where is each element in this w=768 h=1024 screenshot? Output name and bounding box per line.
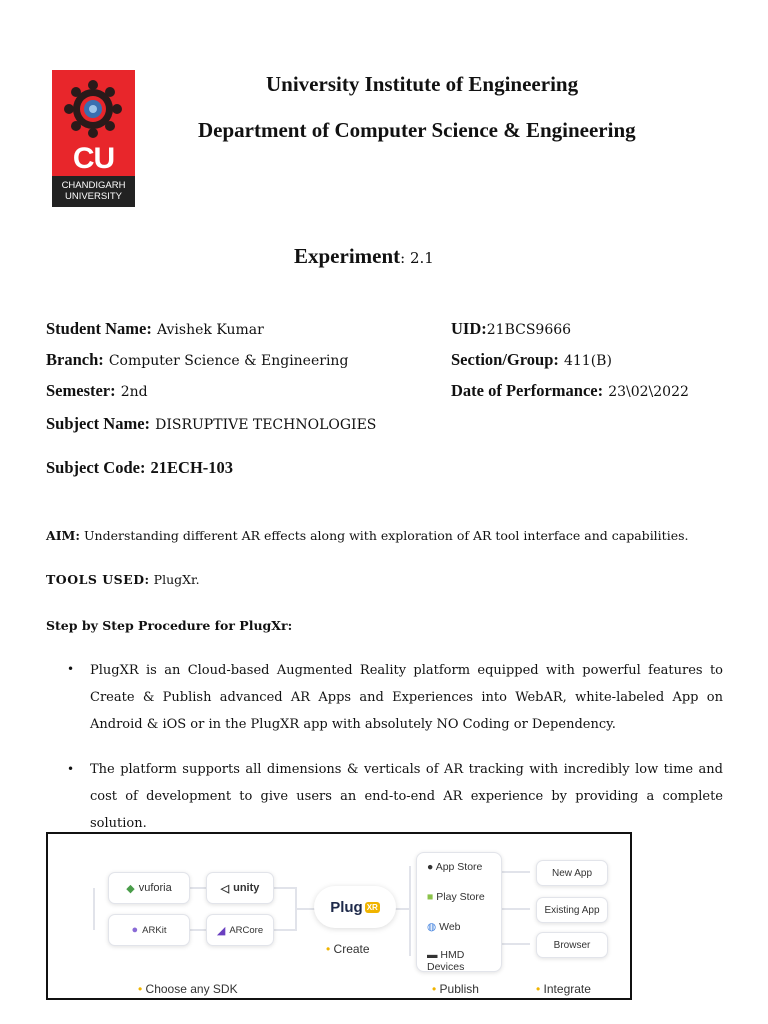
logo-initials: CU <box>72 142 115 175</box>
sdk-vuforia-label: vuforia <box>138 882 172 894</box>
integrate-new-app: New App <box>536 860 608 886</box>
create-caption <box>326 942 370 956</box>
section-value: 411(B) <box>563 353 612 369</box>
sdk-vuforia <box>108 872 190 904</box>
university-logo <box>52 70 135 207</box>
integrate-existing-app: Existing App <box>536 897 608 923</box>
vr-headset-icon: ▬ <box>427 949 438 961</box>
subject-row <box>46 414 376 434</box>
plugxr-badge: XR <box>366 902 378 912</box>
section-row <box>451 350 612 370</box>
store-app-store-label: App Store <box>435 861 483 873</box>
globe-icon: ◍ <box>427 921 437 933</box>
bullet-dot-1: • <box>67 662 75 676</box>
uid-row <box>451 319 571 339</box>
caption-publish-label: Publish <box>439 982 479 996</box>
uid-value: 21BCS9666 <box>486 322 572 338</box>
bullet-dot-2: • <box>67 762 75 776</box>
uid-label: UID: <box>451 319 487 338</box>
date-label: Date of Performance: <box>451 381 604 400</box>
create-label: Create <box>333 942 370 956</box>
semester-row <box>46 381 148 401</box>
subject-label: Subject Name: <box>46 414 151 433</box>
caption-sdk <box>138 982 238 996</box>
apple-icon: ● <box>427 861 434 873</box>
store-hmd <box>427 949 501 973</box>
subject-code-value: 21ECH-103 <box>150 458 234 477</box>
experiment-number: : 2.1 <box>400 249 434 267</box>
bullet-paragraph-1: PlugXR is an Cloud-based Augmented Reality platform equipped with powerful features to Create & Publish advanced AR Apps and Experiences into WebAR, white-labeled App on Android & iOS or in the PlugXR app with absolutely NO Coding or Dependency. <box>90 663 723 732</box>
tools-text: PlugXr. <box>153 572 200 587</box>
semester-label: Semester: <box>46 381 116 400</box>
caption-integrate <box>536 982 591 996</box>
logo-emblem-icon <box>60 76 126 142</box>
experiment-title <box>294 244 434 269</box>
sdk-arcore <box>206 914 274 946</box>
store-web <box>427 921 461 933</box>
arkit-icon: ● <box>131 924 139 936</box>
date-row <box>451 381 689 401</box>
caption-publish <box>432 982 479 996</box>
store-app-store <box>427 861 482 873</box>
branch-label: Branch: <box>46 350 104 369</box>
store-web-label: Web <box>439 921 461 933</box>
bullet-paragraph-2: The platform supports all dimensions & verticals of AR tracking with incredibly low time and cost of development to give users an end-to-end AR experience by providing a complete solution. <box>90 762 723 831</box>
create-dot: • <box>326 942 331 956</box>
caption-publish-dot: • <box>432 982 437 996</box>
department-title: Department of Computer Science & Engineering <box>198 118 636 142</box>
student-name-row <box>46 319 264 339</box>
store-hmd-label: HMD Devices <box>427 949 465 973</box>
aim-row <box>46 528 689 543</box>
store-play-store-label: Play Store <box>436 891 485 903</box>
arcore-icon: ◢ <box>216 924 226 937</box>
sdk-unity <box>206 872 274 904</box>
student-name-value: Avishek Kumar <box>156 322 264 338</box>
sdk-arcore-label: ARCore <box>229 924 264 936</box>
store-play-store <box>427 891 485 903</box>
integrate-browser: Browser <box>536 932 608 958</box>
institute-title: University Institute of Engineering <box>266 72 579 96</box>
unity-icon: ◁ <box>220 882 230 895</box>
procedure-title: Step by Step Procedure for PlugXr: <box>46 618 293 633</box>
tools-row <box>46 572 200 587</box>
vuforia-icon: ◆ <box>126 882 135 895</box>
semester-value: 2nd <box>120 384 148 400</box>
experiment-label: Experiment <box>294 244 401 268</box>
caption-sdk-dot: • <box>138 982 143 996</box>
aim-text: Understanding different AR effects along with exploration of AR tool interface and capabilities. <box>83 528 689 543</box>
plugxr-cloud <box>314 886 396 928</box>
student-name-label: Student Name: <box>46 319 152 338</box>
caption-sdk-label: Choose any SDK <box>145 982 238 996</box>
date-value: 23\02\2022 <box>608 384 689 400</box>
sdk-arkit <box>108 914 190 946</box>
aim-label: AIM: <box>46 528 80 543</box>
caption-integrate-label: Integrate <box>543 982 591 996</box>
subject-value: DISRUPTIVE TECHNOLOGIES <box>155 417 377 433</box>
logo-line-1: CHANDIGARH <box>61 180 126 191</box>
plugxr-brand: Plug <box>330 898 363 916</box>
subject-code-label: Subject Code: <box>46 458 146 477</box>
caption-integrate-dot: • <box>536 982 541 996</box>
logo-line-2: UNIVERSITY <box>64 191 122 202</box>
section-label: Section/Group: <box>451 350 559 369</box>
branch-row <box>46 350 348 370</box>
plugxr-workflow-figure <box>46 832 632 1000</box>
branch-value: Computer Science & Engineering <box>108 353 349 369</box>
sdk-arkit-label: ARKit <box>142 924 167 936</box>
publish-targets-card <box>416 852 502 972</box>
subject-code-row <box>46 458 233 478</box>
sdk-unity-label: unity <box>233 882 260 894</box>
tools-label: TOOLS USED: <box>46 572 150 587</box>
logo-name <box>52 176 135 207</box>
android-icon: ■ <box>427 891 434 903</box>
